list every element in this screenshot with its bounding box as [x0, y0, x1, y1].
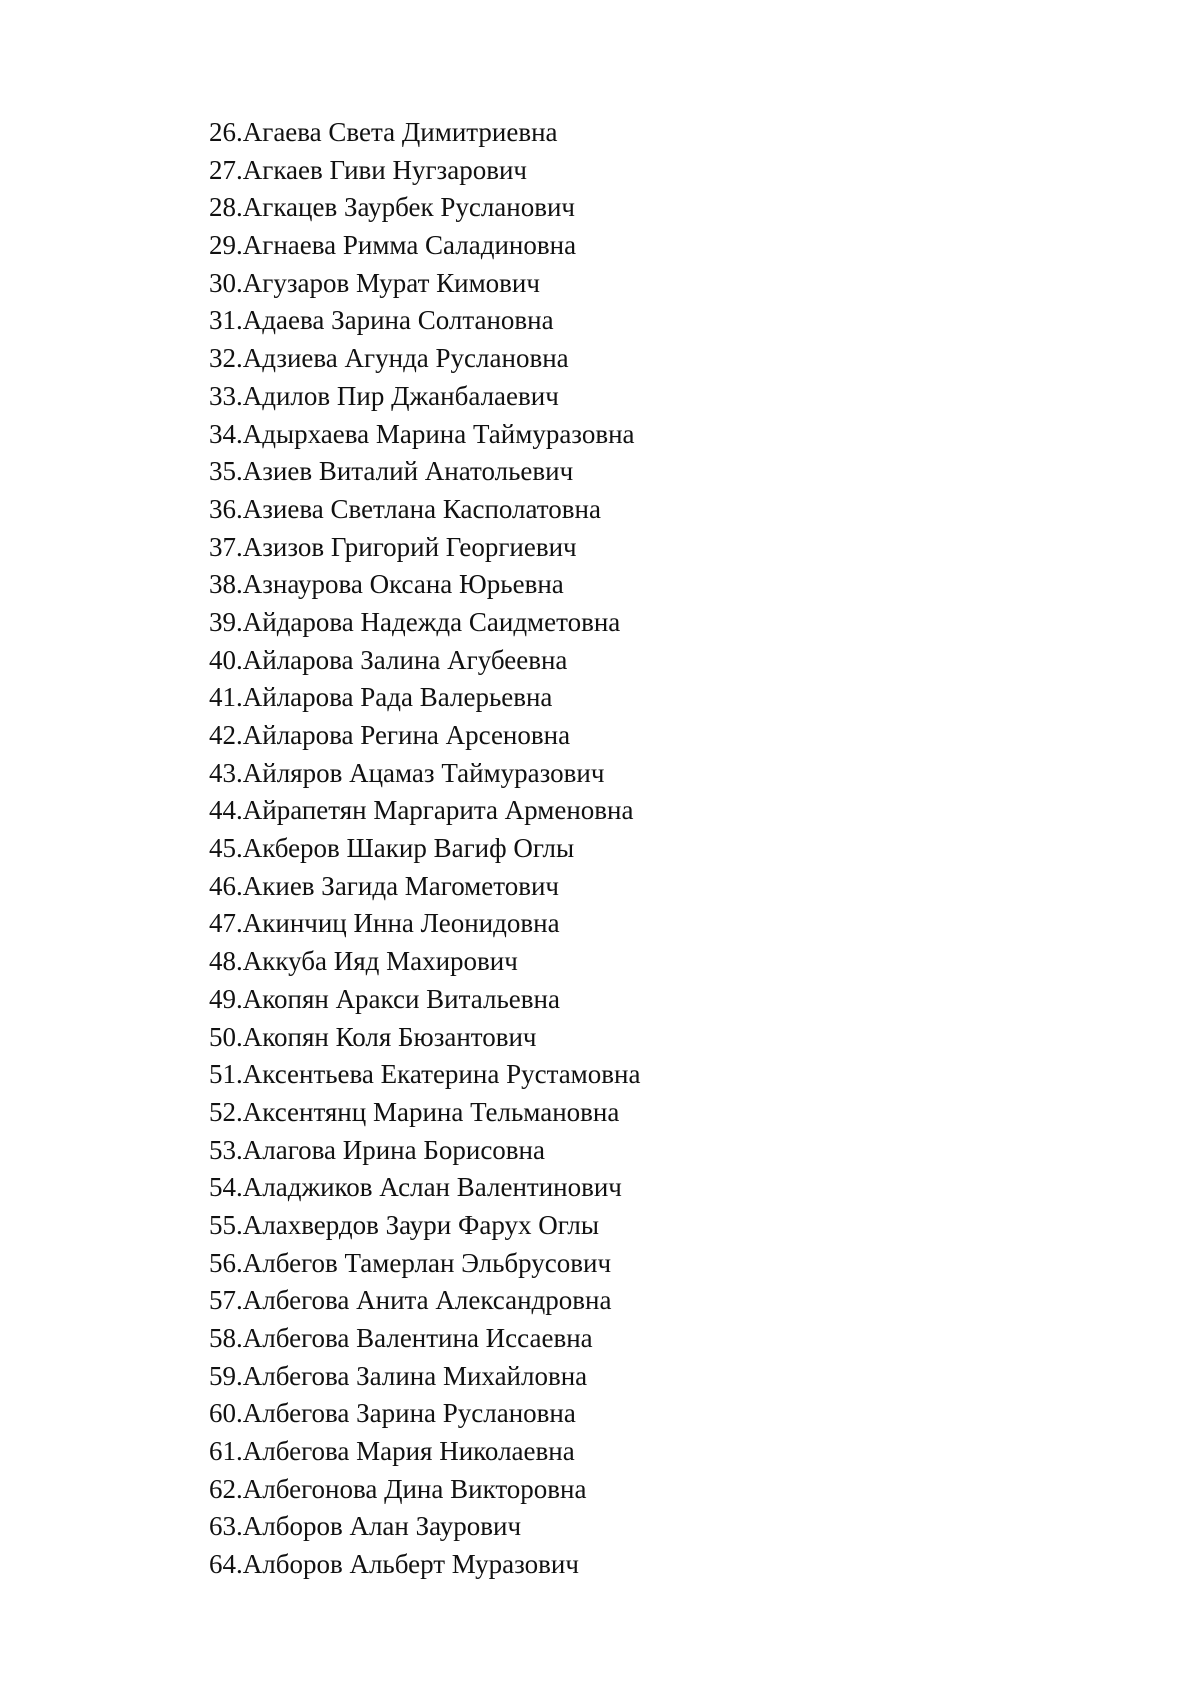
list-item — [209, 529, 640, 567]
list-item — [209, 1358, 640, 1396]
person-name: Аладжиков Аслан Валентинович — [242, 1172, 622, 1203]
list-item — [209, 340, 640, 378]
item-number: 27. — [209, 154, 243, 185]
list-item — [209, 416, 640, 454]
item-number: 42. — [209, 720, 243, 750]
person-name: Айляров Ацамаз Таймуразович — [242, 757, 605, 788]
list-item — [209, 792, 640, 830]
list-item — [209, 943, 640, 981]
person-name: Акинчиц Инна Леонидовна — [242, 908, 560, 939]
item-number: 38. — [209, 569, 243, 600]
item-number: 63. — [209, 1511, 243, 1542]
list-item — [209, 1207, 640, 1245]
list-item — [209, 1282, 640, 1320]
item-number: 30. — [209, 267, 243, 298]
list-item — [209, 189, 640, 227]
person-name: Агузаров Мурат Кимович — [242, 267, 540, 298]
item-number: 45. — [209, 833, 243, 864]
list-item — [209, 1132, 640, 1170]
list-item — [209, 1056, 640, 1094]
list-item — [209, 1245, 640, 1283]
list-item — [209, 453, 640, 491]
person-name: Албегонова Дина Викторовна — [242, 1473, 587, 1504]
item-number: 62. — [209, 1473, 243, 1504]
person-name: Акопян Коля Бюзантович — [242, 1021, 537, 1052]
item-number: 32. — [209, 343, 243, 374]
item-number: 28. — [209, 192, 243, 223]
list-item — [209, 905, 640, 943]
item-number: 59. — [209, 1360, 243, 1391]
item-number: 48. — [209, 946, 243, 977]
item-number: 41. — [209, 682, 243, 713]
item-number: 46. — [209, 870, 243, 901]
item-number: 47. — [209, 908, 243, 939]
item-number: 55. — [209, 1209, 243, 1240]
person-name: Албегов Тамерлан Эльбрусович — [242, 1247, 612, 1278]
person-name: Албегова Зарина Руслановна — [242, 1398, 576, 1429]
item-number: 49. — [209, 983, 243, 1014]
item-number: 50. — [209, 1021, 243, 1052]
list-item — [209, 152, 640, 190]
list-item — [209, 830, 640, 868]
name-list — [209, 114, 640, 1584]
person-name: Агнаева Римма Саладиновна — [242, 230, 577, 261]
list-item — [209, 1546, 640, 1584]
person-name: Акберов Шакир Вагиф Оглы — [242, 833, 575, 864]
item-number: 56. — [209, 1247, 243, 1278]
person-name: Азизов Григорий Георгиевич — [242, 531, 577, 562]
item-number: 52. — [209, 1096, 243, 1127]
person-name: Адзиева Агунда Руслановна — [242, 343, 569, 374]
item-number: 29. — [209, 230, 243, 261]
list-item — [209, 1094, 640, 1132]
item-number: 39. — [209, 606, 243, 637]
item-number: 40. — [209, 644, 243, 675]
person-name: Айрапетян Маргарита Арменовна — [242, 795, 634, 826]
person-name: Аккуба Ияд Махирович — [242, 946, 518, 977]
person-name: Албегова Залина Михайловна — [242, 1360, 588, 1391]
item-number: 36. — [209, 493, 243, 524]
item-number: 26. — [209, 117, 243, 147]
list-item — [209, 755, 640, 793]
list-item — [209, 114, 640, 152]
list-item — [209, 378, 640, 416]
list-item — [209, 1019, 640, 1057]
list-item — [209, 227, 640, 265]
person-name: Агаева Света Димитриевна — [242, 117, 558, 147]
list-item — [209, 566, 640, 604]
item-number: 54. — [209, 1172, 243, 1203]
person-name: Албегова Валентина Иссаевна — [242, 1323, 593, 1353]
item-number: 43. — [209, 757, 243, 788]
item-number: 58. — [209, 1323, 243, 1353]
item-number: 57. — [209, 1285, 243, 1316]
person-name: Алагова Ирина Борисовна — [242, 1134, 545, 1165]
person-name: Алахвердов Заури Фарух Оглы — [242, 1209, 600, 1240]
list-item — [209, 868, 640, 906]
list-item — [209, 679, 640, 717]
list-item — [209, 717, 640, 755]
person-name: Аксентьева Екатерина Рустамовна — [242, 1059, 641, 1090]
person-name: Азиева Светлана Касполатовна — [242, 493, 601, 524]
item-number: 53. — [209, 1134, 243, 1165]
list-item — [209, 642, 640, 680]
list-item — [209, 604, 640, 642]
person-name: Алборов Альберт Муразович — [242, 1549, 579, 1580]
item-number: 35. — [209, 456, 243, 487]
person-name: Адырхаева Марина Таймуразовна — [242, 418, 635, 449]
person-name: Айларова Регина Арсеновна — [242, 720, 571, 750]
person-name: Албегова Мария Николаевна — [242, 1436, 575, 1467]
list-item — [209, 1433, 640, 1471]
person-name: Алборов Алан Заурович — [242, 1511, 522, 1542]
person-name: Адилов Пир Джанбалаевич — [242, 380, 559, 411]
list-item — [209, 265, 640, 303]
item-number: 44. — [209, 795, 243, 826]
person-name: Адаева Зарина Солтановна — [242, 305, 554, 336]
item-number: 31. — [209, 305, 243, 336]
item-number: 34. — [209, 418, 243, 449]
person-name: Акиев Загида Магометович — [242, 870, 559, 901]
list-item — [209, 1471, 640, 1509]
person-name: Айларова Рада Валерьевна — [242, 682, 553, 713]
list-item — [209, 981, 640, 1019]
item-number: 61. — [209, 1436, 243, 1467]
item-number: 51. — [209, 1059, 243, 1090]
person-name: Азнаурова Оксана Юрьевна — [242, 569, 564, 600]
list-item — [209, 302, 640, 340]
person-name: Акопян Аракси Витальевна — [242, 983, 560, 1014]
person-name: Айдарова Надежда Саидметовна — [242, 606, 621, 637]
list-item — [209, 491, 640, 529]
person-name: Айларова Залина Агубеевна — [242, 644, 568, 675]
item-number: 37. — [209, 531, 243, 562]
item-number: 60. — [209, 1398, 243, 1429]
person-name: Албегова Анита Александровна — [242, 1285, 612, 1316]
person-name: Агкацев Заурбек Русланович — [242, 192, 576, 223]
item-number: 33. — [209, 380, 243, 411]
list-item — [209, 1508, 640, 1546]
person-name: Аксентянц Марина Тельмановна — [242, 1096, 620, 1127]
person-name: Агкаев Гиви Нугзарович — [242, 154, 527, 185]
item-number: 64. — [209, 1549, 243, 1580]
list-item — [209, 1320, 640, 1358]
person-name: Азиев Виталий Анатольевич — [242, 456, 574, 487]
list-item — [209, 1169, 640, 1207]
list-item — [209, 1395, 640, 1433]
